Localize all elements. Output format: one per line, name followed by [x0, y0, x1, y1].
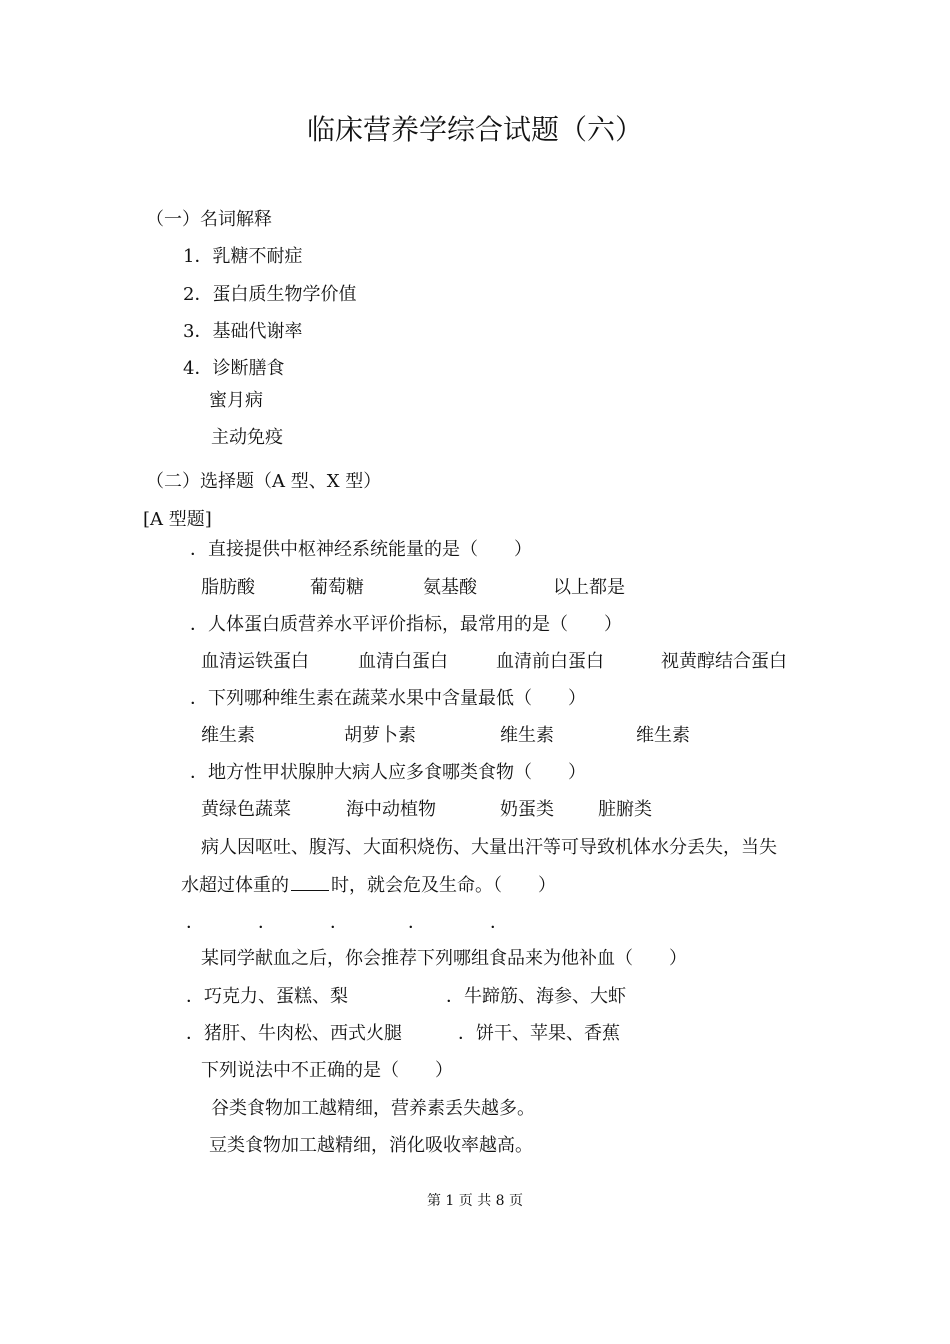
- term-item: 4．诊断膳食: [183, 358, 285, 379]
- term-item: 蜜月病: [209, 390, 263, 411]
- stem-text: 时，就会危及生命。（ ）: [331, 875, 556, 896]
- option: ．猪肝、牛肉松、西式火腿: [186, 1023, 402, 1044]
- option: ．饼干、苹果、香蕉: [458, 1023, 620, 1044]
- option: 黄绿色蔬菜: [201, 799, 291, 820]
- option: ．牛蹄筋、海参、大虾: [446, 986, 626, 1007]
- answer-blank: [291, 874, 329, 891]
- question-stem: 下列说法中不正确的是（ ）: [201, 1060, 453, 1081]
- option: 脏腑类: [598, 799, 652, 820]
- option: 维生素: [636, 725, 690, 746]
- question-stem: ．地方性甲状腺肿大病人应多食哪类食物（ ）: [190, 762, 586, 783]
- option: 谷类食物加工越精细，营养素丢失越多。: [211, 1098, 535, 1119]
- question-stem: ．下列哪种维生素在蔬菜水果中含量最低（ ）: [190, 688, 586, 709]
- option: 脂肪酸: [201, 577, 255, 598]
- option: 豆类食物加工越精细，消化吸收率越高。: [209, 1135, 533, 1156]
- question-stem: ．直接提供中枢神经系统能量的是（ ）: [190, 539, 532, 560]
- option: 氨基酸: [423, 577, 477, 598]
- stem-text: 水超过体重的: [181, 875, 289, 896]
- option: 海中动植物: [346, 799, 436, 820]
- question-stem: ．人体蛋白质营养水平评价指标，最常用的是（ ）: [190, 614, 622, 635]
- question-stem: 病人因呕吐、腹泻、大面积烧伤、大量出汗等可导致机体水分丢失，当失: [201, 837, 777, 858]
- option: 视黄醇结合蛋白: [661, 651, 787, 672]
- question-stem-continued: [181, 874, 556, 897]
- term-item: 主动免疫: [211, 427, 283, 448]
- option: 血清前白蛋白: [496, 651, 604, 672]
- page-title: 临床营养学综合试题（六）: [306, 113, 643, 146]
- page-footer: 第 1 页 共 8 页: [426, 1193, 524, 1209]
- option-marker: ．: [490, 912, 508, 933]
- option: 血清白蛋白: [358, 651, 448, 672]
- option-marker: ．: [258, 912, 276, 933]
- option: 胡萝卜素: [344, 725, 416, 746]
- option: 以上都是: [553, 577, 625, 598]
- option: 奶蛋类: [500, 799, 554, 820]
- section-heading-choice: （二）选择题（A 型、X 型）: [146, 471, 382, 492]
- option: 葡萄糖: [310, 577, 364, 598]
- term-item: 3．基础代谢率: [183, 321, 303, 342]
- option: 维生素: [201, 725, 255, 746]
- option-marker: ．: [186, 912, 204, 933]
- subheading-a-type: [A 型题]: [143, 509, 212, 530]
- option: 维生素: [500, 725, 554, 746]
- option: ．巧克力、蛋糕、梨: [186, 986, 348, 1007]
- option: 血清运铁蛋白: [201, 651, 309, 672]
- term-item: 1．乳糖不耐症: [183, 246, 303, 267]
- question-stem: 某同学献血之后，你会推荐下列哪组食品来为他补血（ ）: [201, 948, 687, 969]
- option-marker: ．: [330, 912, 348, 933]
- term-item: 2．蛋白质生物学价值: [183, 284, 357, 305]
- option-marker: ．: [408, 912, 426, 933]
- section-heading-terms: （一）名词解释: [146, 209, 272, 230]
